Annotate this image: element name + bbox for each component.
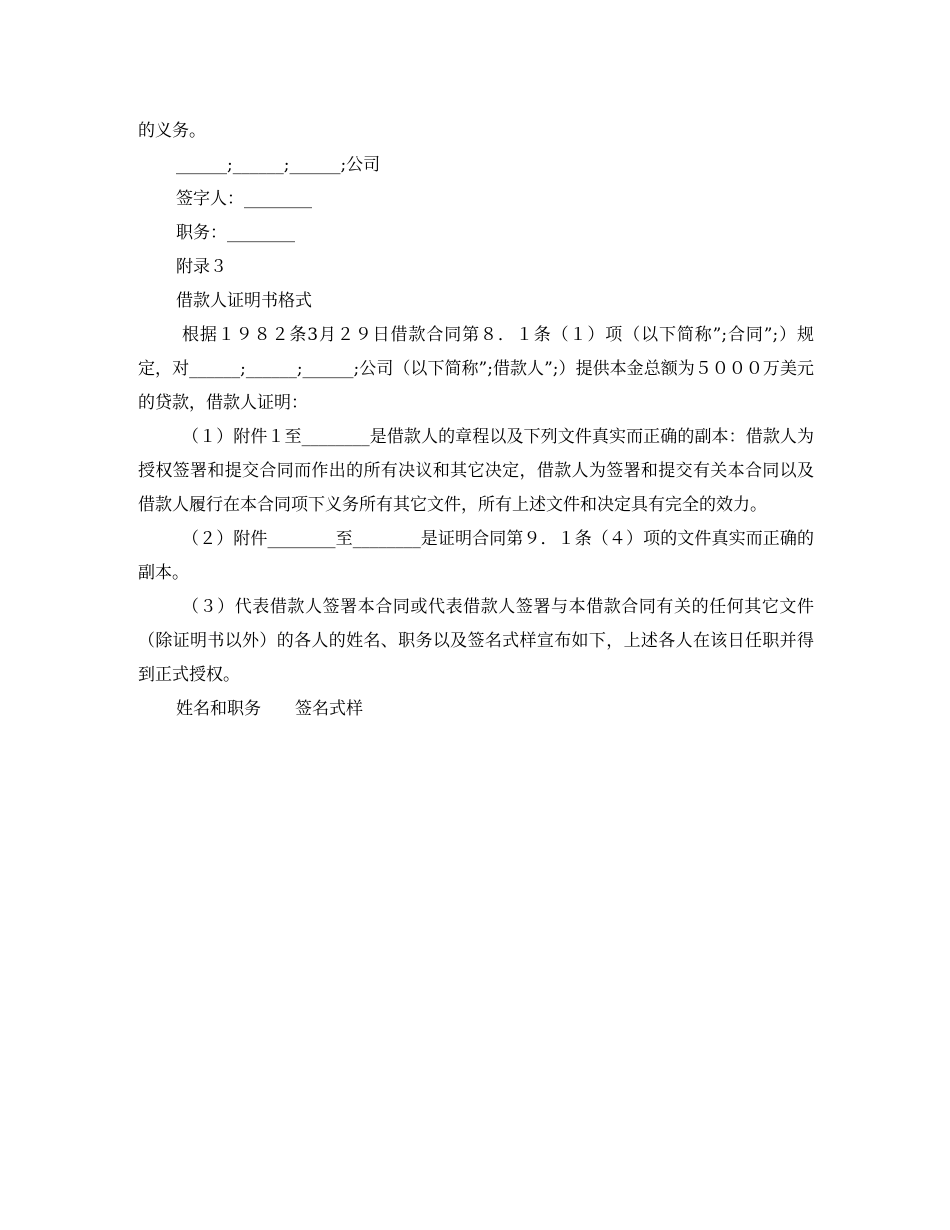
continued-text: 的义务。 (138, 121, 206, 141)
company-line: ______;______;______;公司 (176, 155, 381, 175)
item-2-paragraph: （２）附件________至________是证明合同第９．１条（４）项的文件真实而正确的副本。 (138, 529, 814, 583)
document-body (138, 114, 814, 726)
form-title: 借款人证明书格式 (176, 291, 312, 311)
table-header: 姓名和职务 签名式样 (176, 699, 363, 719)
intro-paragraph: 根据１９８２条3月２９日借款合同第８．１条（１）项（以下简称”;合同”;）规定，对______;______;______;公司（以下简称”;借款人”;）提供本金总额为５０００万美元的贷款，借款人证明： (138, 325, 814, 413)
signatory-line: 签字人：________ (176, 189, 312, 209)
appendix-title: 附录３ (176, 257, 227, 277)
position-line: 职务：________ (176, 223, 295, 243)
item-3-paragraph: （３）代表借款人签署本合同或代表借款人签署与本借款合同有关的任何其它文件（除证明书以外）的各人的姓名、职务以及签名式样宣布如下，上述各人在该日任职并得到正式授权。 (138, 597, 814, 685)
item-1-paragraph: （１）附件１至________是借款人的章程以及下列文件真实而正确的副本：借款人为授权签署和提交合同而作出的所有决议和其它决定，借款人为签署和提交有关本合同以及借款人履行在本合同项下义务所有其它文件，所有上述文件和决定具有完全的效力。 (138, 427, 814, 515)
